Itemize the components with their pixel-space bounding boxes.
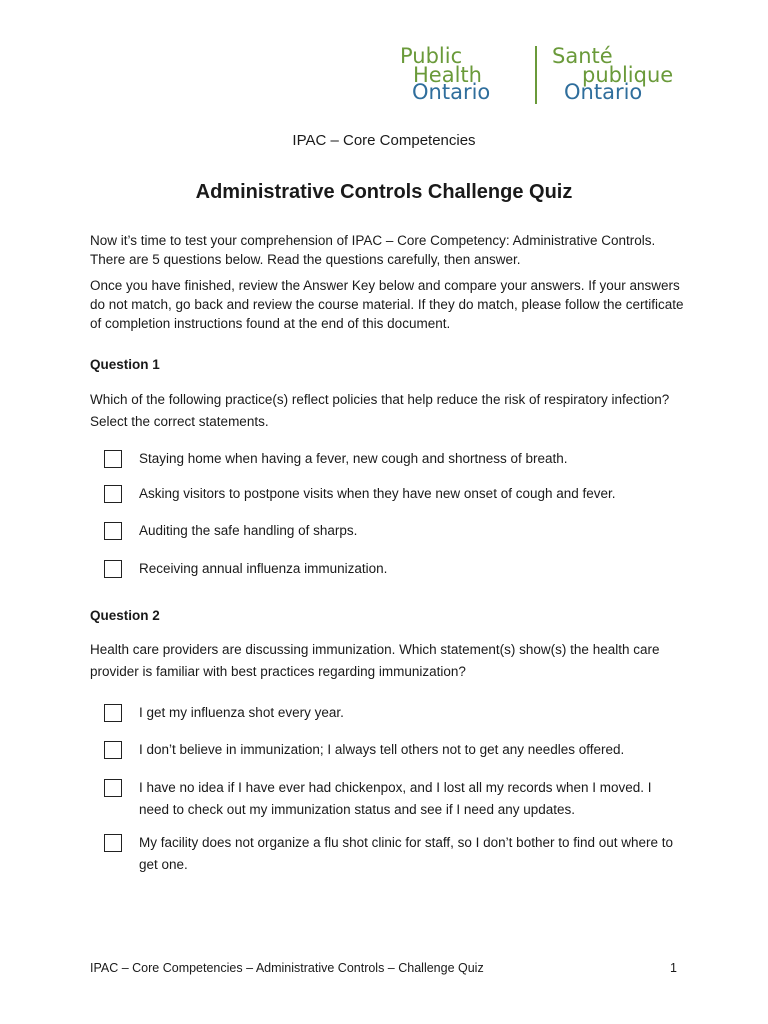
question-2-heading: Question 2 xyxy=(90,608,160,623)
document-subtitle: IPAC – Core Competencies xyxy=(292,132,476,149)
option-label: Staying home when having a fever, new cough and shortness of breath. xyxy=(139,451,568,466)
checkbox[interactable] xyxy=(104,779,122,797)
checkbox[interactable] xyxy=(104,741,122,759)
intro-paragraph-2: Once you have finished, review the Answer Key below and compare your answers. If your answers do not match, go back and review the course material. If they do match, please follow the certificate of completion instructions found at the end of this document. xyxy=(90,278,684,331)
question-1-heading: Question 1 xyxy=(90,357,160,372)
checkbox[interactable] xyxy=(104,485,122,503)
public-health-ontario-logo xyxy=(396,44,696,108)
question-1-text: Which of the following practice(s) reflect policies that help reduce the risk of respiratory infection? Select the correct statements. xyxy=(90,392,670,429)
option-label: My facility does not organize a flu shot clinic for staff, so I don’t bother to find out where to get one. xyxy=(139,835,674,872)
logo-fr-line2: publique xyxy=(582,63,674,87)
footer-text: IPAC – Core Competencies – Administrative Controls – Challenge Quiz xyxy=(90,961,484,975)
option-label: Receiving annual influenza immunization. xyxy=(139,561,388,576)
checkbox[interactable] xyxy=(104,450,122,468)
intro-paragraph-1: Now it’s time to test your comprehension of IPAC – Core Competency: Administrative Controls. There are 5 questions below. Read the questions carefully, then answer. xyxy=(90,233,656,267)
option-label: Asking visitors to postpone visits when they have new onset of cough and fever. xyxy=(139,486,616,501)
checkbox[interactable] xyxy=(104,834,122,852)
document-title: Administrative Controls Challenge Quiz xyxy=(195,181,573,203)
option-label: Auditing the safe handling of sharps. xyxy=(139,523,358,538)
logo-en-line2: Health xyxy=(413,63,482,87)
logo-fr-line1: Santé xyxy=(552,44,613,68)
option-label: I have no idea if I have ever had chickenpox, and I lost all my records when I moved. I need to check out my immunization status and see if I need any updates. xyxy=(139,780,652,817)
checkbox[interactable] xyxy=(104,560,122,578)
page-number: 1 xyxy=(670,961,677,975)
option-label: I don’t believe in immunization; I always tell others not to get any needles offered. xyxy=(139,742,625,757)
checkbox[interactable] xyxy=(104,522,122,540)
option-label: I get my influenza shot every year. xyxy=(139,705,344,720)
logo-fr-line3: Ontario xyxy=(564,80,643,104)
checkbox[interactable] xyxy=(104,704,122,722)
logo-en-line3: Ontario xyxy=(412,80,491,104)
question-2-text: Health care providers are discussing immunization. Which statement(s) show(s) the health care provider is familiar with best practices regarding immunization? xyxy=(90,642,660,679)
logo-divider xyxy=(535,46,537,104)
logo-en-line1: Public xyxy=(400,44,463,68)
